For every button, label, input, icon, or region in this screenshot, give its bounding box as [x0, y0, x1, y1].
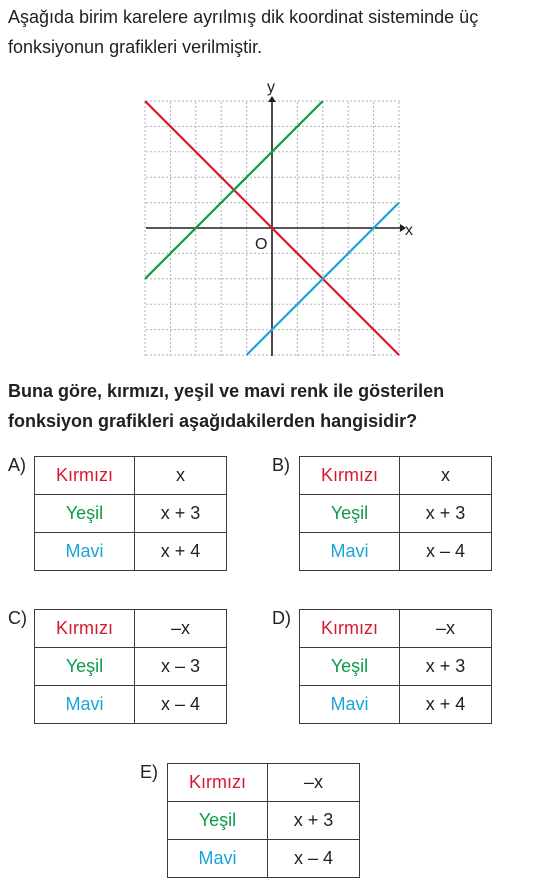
- option-d-table[interactable]: [299, 609, 492, 724]
- table-row: [168, 802, 360, 840]
- option-d-label[interactable]: D): [272, 608, 291, 628]
- red-name-cell: Kırmızı: [35, 610, 135, 648]
- option-a-table[interactable]: [34, 456, 227, 571]
- coordinate-graph: [138, 76, 428, 366]
- red-name-cell: Kırmızı: [168, 764, 268, 802]
- blue-name-cell: Mavi: [300, 533, 400, 571]
- option-c-table[interactable]: [34, 609, 227, 724]
- table-row: [168, 764, 360, 802]
- option-e-label[interactable]: E): [140, 762, 158, 782]
- y-axis-label: y: [267, 79, 275, 96]
- table-row: [35, 686, 227, 724]
- blue-value-cell: x – 4: [268, 840, 360, 878]
- table-row: [35, 495, 227, 533]
- green-name-cell: Yeşil: [168, 802, 268, 840]
- table-row: [300, 495, 492, 533]
- question-line-1: Buna göre, kırmızı, yeşil ve mavi renk ile gösterilen: [8, 381, 445, 401]
- green-value-cell: x + 3: [268, 802, 360, 840]
- origin-label: O: [255, 236, 268, 253]
- red-value-cell: –x: [268, 764, 360, 802]
- red-value-cell: x: [400, 457, 492, 495]
- green-value-cell: x + 3: [400, 495, 492, 533]
- green-name-cell: Yeşil: [300, 648, 400, 686]
- green-name-cell: Yeşil: [35, 648, 135, 686]
- option-b-label[interactable]: B): [272, 455, 290, 475]
- table-row: [300, 686, 492, 724]
- blue-value-cell: x + 4: [135, 533, 227, 571]
- option-a-label[interactable]: A): [8, 455, 26, 475]
- option-e-table[interactable]: [167, 763, 360, 878]
- intro-line-1: Aşağıda birim karelere ayrılmış dik koordinat sisteminde üç: [8, 7, 479, 27]
- blue-name-cell: Mavi: [35, 533, 135, 571]
- red-name-cell: Kırmızı: [300, 457, 400, 495]
- table-row: [35, 648, 227, 686]
- option-b-table[interactable]: [299, 456, 492, 571]
- table-row: [300, 648, 492, 686]
- red-value-cell: –x: [400, 610, 492, 648]
- green-name-cell: Yeşil: [300, 495, 400, 533]
- green-value-cell: x + 3: [135, 495, 227, 533]
- intro-text: [8, 2, 540, 62]
- option-c-label[interactable]: C): [8, 608, 27, 628]
- table-row: [35, 533, 227, 571]
- red-name-cell: Kırmızı: [35, 457, 135, 495]
- blue-name-cell: Mavi: [35, 686, 135, 724]
- y-axis-arrow: [268, 96, 276, 102]
- table-row: [300, 457, 492, 495]
- table-row: [35, 457, 227, 495]
- green-name-cell: Yeşil: [35, 495, 135, 533]
- blue-value-cell: x + 4: [400, 686, 492, 724]
- table-row: [168, 840, 360, 878]
- blue-value-cell: x – 4: [135, 686, 227, 724]
- table-row: [300, 610, 492, 648]
- blue-name-cell: Mavi: [300, 686, 400, 724]
- table-row: [300, 533, 492, 571]
- red-value-cell: –x: [135, 610, 227, 648]
- question-text: [8, 376, 538, 436]
- intro-line-2: fonksiyonun grafikleri verilmiştir.: [8, 37, 263, 57]
- axes: [146, 96, 406, 356]
- green-value-cell: x – 3: [135, 648, 227, 686]
- red-name-cell: Kırmızı: [300, 610, 400, 648]
- blue-name-cell: Mavi: [168, 840, 268, 878]
- x-axis-label: x: [405, 222, 413, 239]
- question-line-2: fonksiyon grafikleri aşağıdakilerden hangisidir?: [8, 411, 418, 431]
- table-row: [35, 610, 227, 648]
- red-value-cell: x: [135, 457, 227, 495]
- blue-value-cell: x – 4: [400, 533, 492, 571]
- green-value-cell: x + 3: [400, 648, 492, 686]
